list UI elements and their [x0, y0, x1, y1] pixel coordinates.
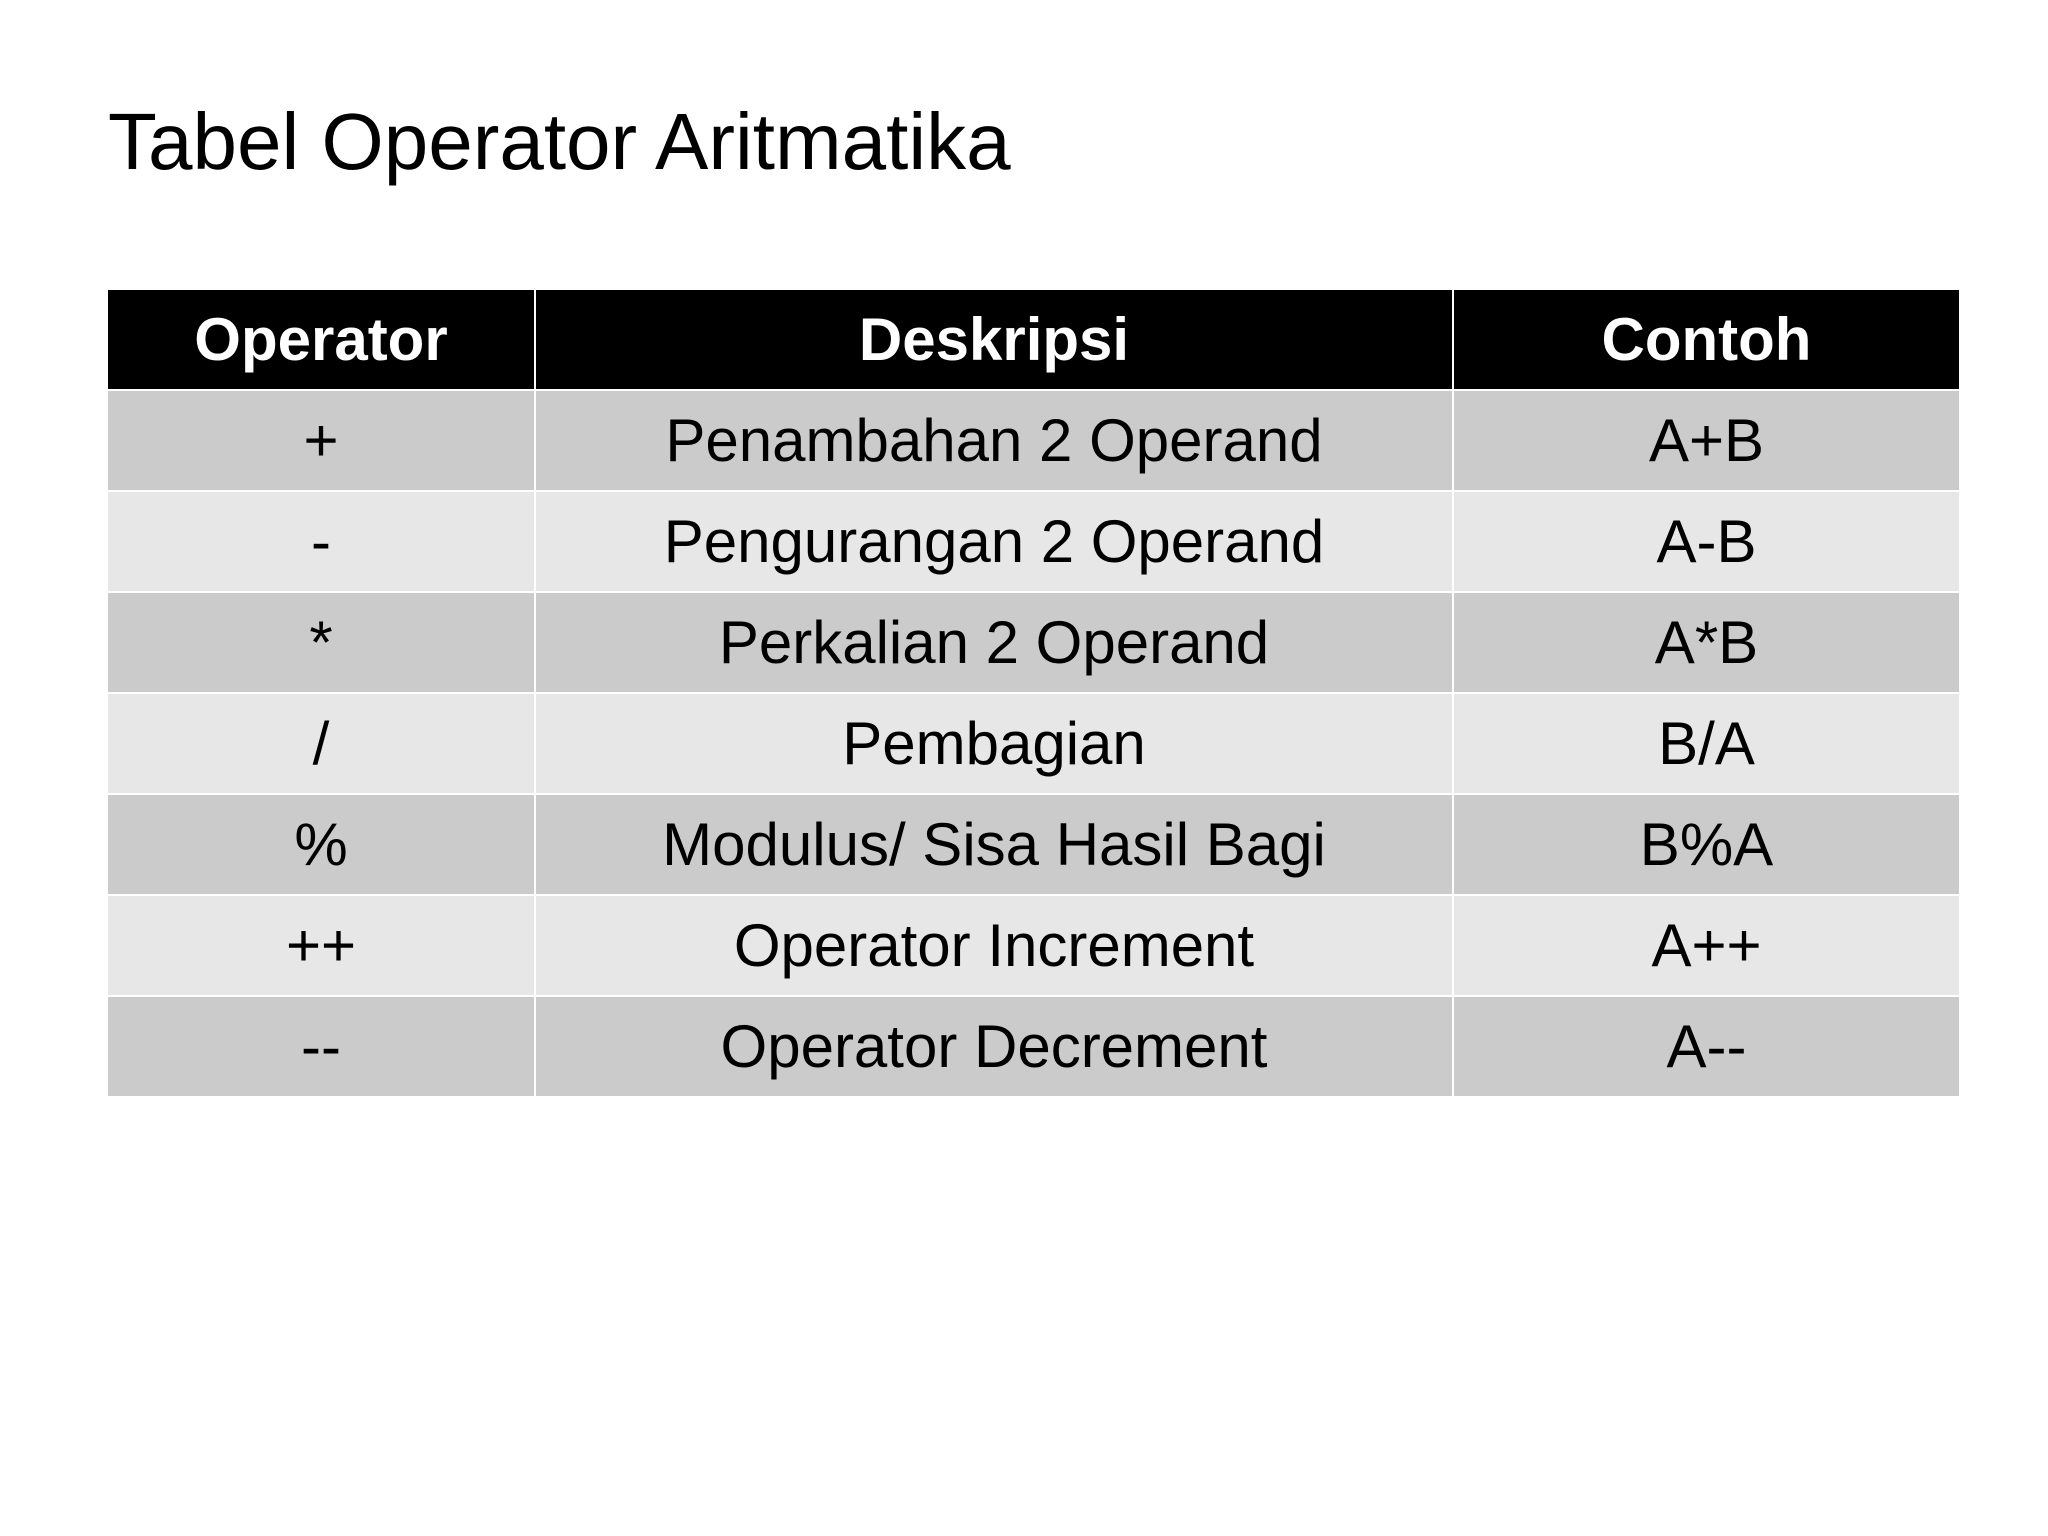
cell-contoh: A*B: [1453, 592, 1959, 693]
cell-deskripsi: Operator Increment: [535, 895, 1453, 996]
table-row: [108, 794, 1959, 895]
cell-deskripsi: Modulus/ Sisa Hasil Bagi: [535, 794, 1453, 895]
header-operator: Operator: [108, 290, 535, 390]
header-contoh: Contoh: [1453, 290, 1959, 390]
cell-operator: --: [108, 996, 535, 1097]
cell-operator: *: [108, 592, 535, 693]
table-header-row: [108, 290, 1959, 390]
cell-contoh: A-B: [1453, 491, 1959, 592]
table-row: [108, 390, 1959, 491]
cell-contoh: A--: [1453, 996, 1959, 1097]
table-row: [108, 996, 1959, 1097]
table-row: [108, 491, 1959, 592]
cell-deskripsi: Pengurangan 2 Operand: [535, 491, 1453, 592]
operator-table: [108, 290, 1959, 1098]
header-deskripsi: Deskripsi: [535, 290, 1453, 390]
cell-deskripsi: Operator Decrement: [535, 996, 1453, 1097]
cell-deskripsi: Pembagian: [535, 693, 1453, 794]
table-row: [108, 693, 1959, 794]
cell-operator: +: [108, 390, 535, 491]
cell-deskripsi: Perkalian 2 Operand: [535, 592, 1453, 693]
cell-operator: %: [108, 794, 535, 895]
cell-operator: /: [108, 693, 535, 794]
cell-contoh: B%A: [1453, 794, 1959, 895]
cell-contoh: A++: [1453, 895, 1959, 996]
cell-contoh: B/A: [1453, 693, 1959, 794]
slide-title: Tabel Operator Aritmatika: [108, 97, 1011, 186]
cell-operator: ++: [108, 895, 535, 996]
cell-contoh: A+B: [1453, 390, 1959, 491]
cell-operator: -: [108, 491, 535, 592]
table-row: [108, 895, 1959, 996]
table-row: [108, 592, 1959, 693]
cell-deskripsi: Penambahan 2 Operand: [535, 390, 1453, 491]
